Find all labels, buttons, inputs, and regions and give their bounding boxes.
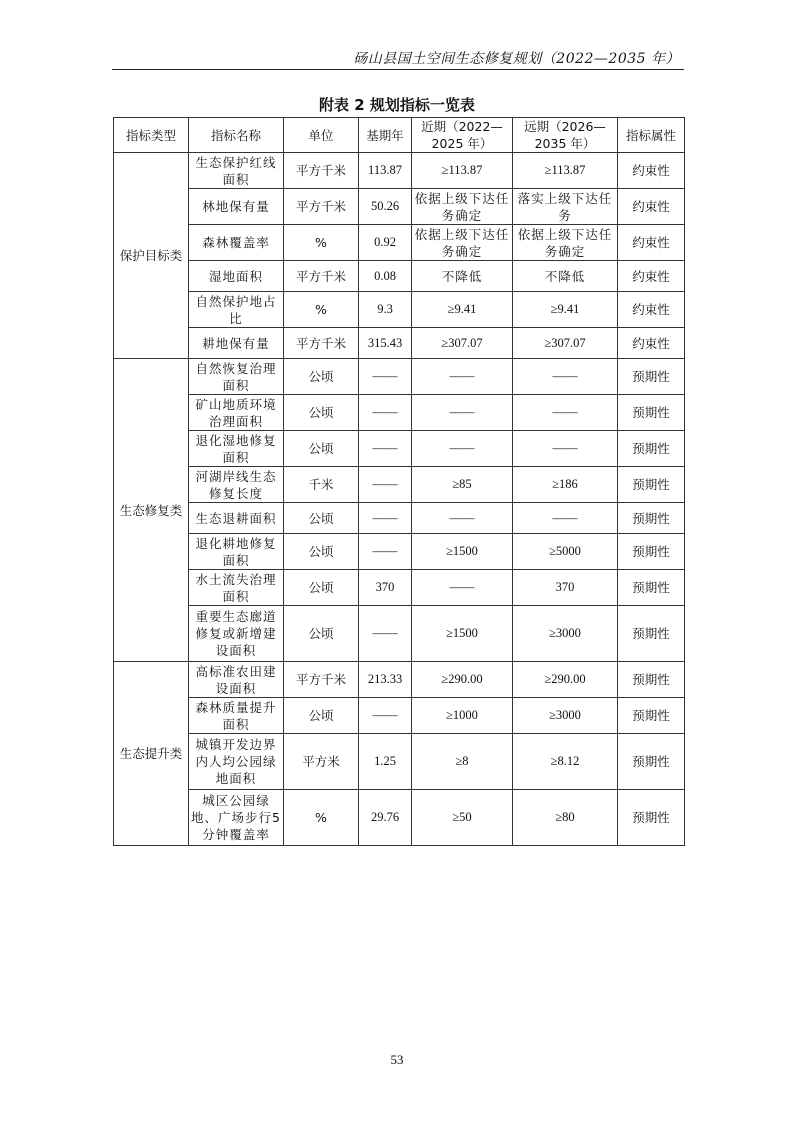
indicator-name-cell: 生态保护红线面积 (189, 153, 284, 189)
near-term-cell: ≥1000 (412, 698, 513, 734)
indicator-table (113, 117, 685, 846)
table-row (114, 662, 685, 698)
indicator-name-cell: 自然保护地占比 (189, 292, 284, 328)
attribute-cell: 预期性 (618, 662, 685, 698)
base-year-cell: 0.92 (359, 225, 412, 261)
base-year-cell: 113.87 (359, 153, 412, 189)
attribute-cell: 预期性 (618, 698, 685, 734)
long-term-cell: ≥113.87 (513, 153, 618, 189)
unit-cell: 平方千米 (284, 261, 359, 292)
table-row (114, 734, 685, 790)
column-header: 基期年 (359, 118, 412, 153)
column-header: 指标名称 (189, 118, 284, 153)
indicator-name-cell: 退化湿地修复面积 (189, 431, 284, 467)
base-year-cell: 50.26 (359, 189, 412, 225)
unit-cell: 平方千米 (284, 662, 359, 698)
unit-cell: 千米 (284, 467, 359, 503)
table-row (114, 570, 685, 606)
base-year-cell: —— (359, 698, 412, 734)
table-row (114, 189, 685, 225)
unit-cell: 平方米 (284, 734, 359, 790)
near-term-cell: —— (412, 503, 513, 534)
unit-cell: 公顷 (284, 359, 359, 395)
long-term-cell: 370 (513, 570, 618, 606)
attribute-cell: 预期性 (618, 606, 685, 662)
category-cell: 生态修复类 (114, 359, 189, 662)
indicator-name-cell: 生态退耕面积 (189, 503, 284, 534)
column-header: 远期（2026—2035 年） (513, 118, 618, 153)
column-header: 指标类型 (114, 118, 189, 153)
table-body (114, 153, 685, 846)
indicator-name-cell: 城镇开发边界内人均公园绿地面积 (189, 734, 284, 790)
indicator-name-cell: 城区公园绿地、广场步行5 分钟覆盖率 (189, 790, 284, 846)
base-year-cell: 370 (359, 570, 412, 606)
table-row (114, 431, 685, 467)
attribute-cell: 预期性 (618, 467, 685, 503)
long-term-cell: ≥307.07 (513, 328, 618, 359)
base-year-cell: 315.43 (359, 328, 412, 359)
near-term-cell: 依据上级下达任务确定 (412, 189, 513, 225)
long-term-cell: ≥80 (513, 790, 618, 846)
header-rule (112, 69, 684, 70)
indicator-name-cell: 森林覆盖率 (189, 225, 284, 261)
near-term-cell: ≥1500 (412, 534, 513, 570)
long-term-cell: ≥9.41 (513, 292, 618, 328)
column-header: 单位 (284, 118, 359, 153)
unit-cell: 公顷 (284, 503, 359, 534)
long-term-cell: ≥8.12 (513, 734, 618, 790)
long-term-cell: —— (513, 431, 618, 467)
near-term-cell: —— (412, 431, 513, 467)
attribute-cell: 预期性 (618, 503, 685, 534)
unit-cell: 公顷 (284, 431, 359, 467)
indicator-name-cell: 湿地面积 (189, 261, 284, 292)
near-term-cell: ≥113.87 (412, 153, 513, 189)
attribute-cell: 预期性 (618, 359, 685, 395)
attribute-cell: 约束性 (618, 189, 685, 225)
near-term-cell: 不降低 (412, 261, 513, 292)
indicator-name-cell: 水土流失治理面积 (189, 570, 284, 606)
long-term-cell: —— (513, 395, 618, 431)
attribute-cell: 约束性 (618, 328, 685, 359)
category-cell: 保护目标类 (114, 153, 189, 359)
unit-cell: 平方千米 (284, 328, 359, 359)
table-row (114, 261, 685, 292)
indicator-name-cell: 河湖岸线生态修复长度 (189, 467, 284, 503)
table-row (114, 359, 685, 395)
base-year-cell: —— (359, 534, 412, 570)
near-term-cell: 依据上级下达任务确定 (412, 225, 513, 261)
table-row (114, 606, 685, 662)
near-term-cell: —— (412, 570, 513, 606)
attribute-cell: 预期性 (618, 534, 685, 570)
attribute-cell: 预期性 (618, 570, 685, 606)
table-header-row (114, 118, 685, 153)
indicator-name-cell: 自然恢复治理面积 (189, 359, 284, 395)
indicator-name-cell: 耕地保有量 (189, 328, 284, 359)
long-term-cell: 依据上级下达任务确定 (513, 225, 618, 261)
unit-cell: 公顷 (284, 698, 359, 734)
base-year-cell: —— (359, 467, 412, 503)
attribute-cell: 约束性 (618, 261, 685, 292)
long-term-cell: —— (513, 503, 618, 534)
base-year-cell: —— (359, 431, 412, 467)
near-term-cell: ≥307.07 (412, 328, 513, 359)
long-term-cell: 不降低 (513, 261, 618, 292)
unit-cell: 公顷 (284, 534, 359, 570)
unit-cell: 平方千米 (284, 189, 359, 225)
near-term-cell: ≥290.00 (412, 662, 513, 698)
near-term-cell: —— (412, 359, 513, 395)
table-row (114, 395, 685, 431)
near-term-cell: ≥9.41 (412, 292, 513, 328)
unit-cell: % (284, 225, 359, 261)
attribute-cell: 预期性 (618, 734, 685, 790)
long-term-cell: ≥5000 (513, 534, 618, 570)
table-row (114, 790, 685, 846)
category-cell: 生态提升类 (114, 662, 189, 846)
indicator-name-cell: 林地保有量 (189, 189, 284, 225)
long-term-cell: —— (513, 359, 618, 395)
base-year-cell: 213.33 (359, 662, 412, 698)
base-year-cell: 0.08 (359, 261, 412, 292)
attribute-cell: 预期性 (618, 790, 685, 846)
page-number: 53 (390, 1052, 404, 1067)
base-year-cell: —— (359, 359, 412, 395)
long-term-cell: ≥290.00 (513, 662, 618, 698)
unit-cell: 公顷 (284, 570, 359, 606)
unit-cell: 平方千米 (284, 153, 359, 189)
long-term-cell: ≥186 (513, 467, 618, 503)
long-term-cell: 落实上级下达任务 (513, 189, 618, 225)
base-year-cell: 9.3 (359, 292, 412, 328)
running-header: 砀山县国土空间生态修复规划（2022—2035 年） (353, 51, 680, 67)
base-year-cell: 1.25 (359, 734, 412, 790)
indicator-name-cell: 高标准农田建设面积 (189, 662, 284, 698)
base-year-cell: —— (359, 395, 412, 431)
table-title: 附表 2 规划指标一览表 (319, 96, 475, 114)
indicator-name-cell: 退化耕地修复面积 (189, 534, 284, 570)
table-row (114, 467, 685, 503)
long-term-cell: ≥3000 (513, 606, 618, 662)
attribute-cell: 预期性 (618, 431, 685, 467)
table-row (114, 698, 685, 734)
base-year-cell: —— (359, 606, 412, 662)
unit-cell: % (284, 790, 359, 846)
indicator-name-cell: 森林质量提升面积 (189, 698, 284, 734)
column-header: 指标属性 (618, 118, 685, 153)
attribute-cell: 预期性 (618, 395, 685, 431)
unit-cell: 公顷 (284, 606, 359, 662)
near-term-cell: ≥8 (412, 734, 513, 790)
indicator-name-cell: 重要生态廊道修复或新增建设面积 (189, 606, 284, 662)
table-row (114, 153, 685, 189)
table-row (114, 292, 685, 328)
unit-cell: % (284, 292, 359, 328)
near-term-cell: ≥1500 (412, 606, 513, 662)
table-row (114, 534, 685, 570)
table-row (114, 503, 685, 534)
attribute-cell: 约束性 (618, 292, 685, 328)
long-term-cell: ≥3000 (513, 698, 618, 734)
unit-cell: 公顷 (284, 395, 359, 431)
table-row (114, 328, 685, 359)
table-row (114, 225, 685, 261)
attribute-cell: 约束性 (618, 153, 685, 189)
base-year-cell: —— (359, 503, 412, 534)
near-term-cell: —— (412, 395, 513, 431)
near-term-cell: ≥50 (412, 790, 513, 846)
column-header: 近期（2022—2025 年） (412, 118, 513, 153)
near-term-cell: ≥85 (412, 467, 513, 503)
indicator-name-cell: 矿山地质环境治理面积 (189, 395, 284, 431)
attribute-cell: 约束性 (618, 225, 685, 261)
base-year-cell: 29.76 (359, 790, 412, 846)
